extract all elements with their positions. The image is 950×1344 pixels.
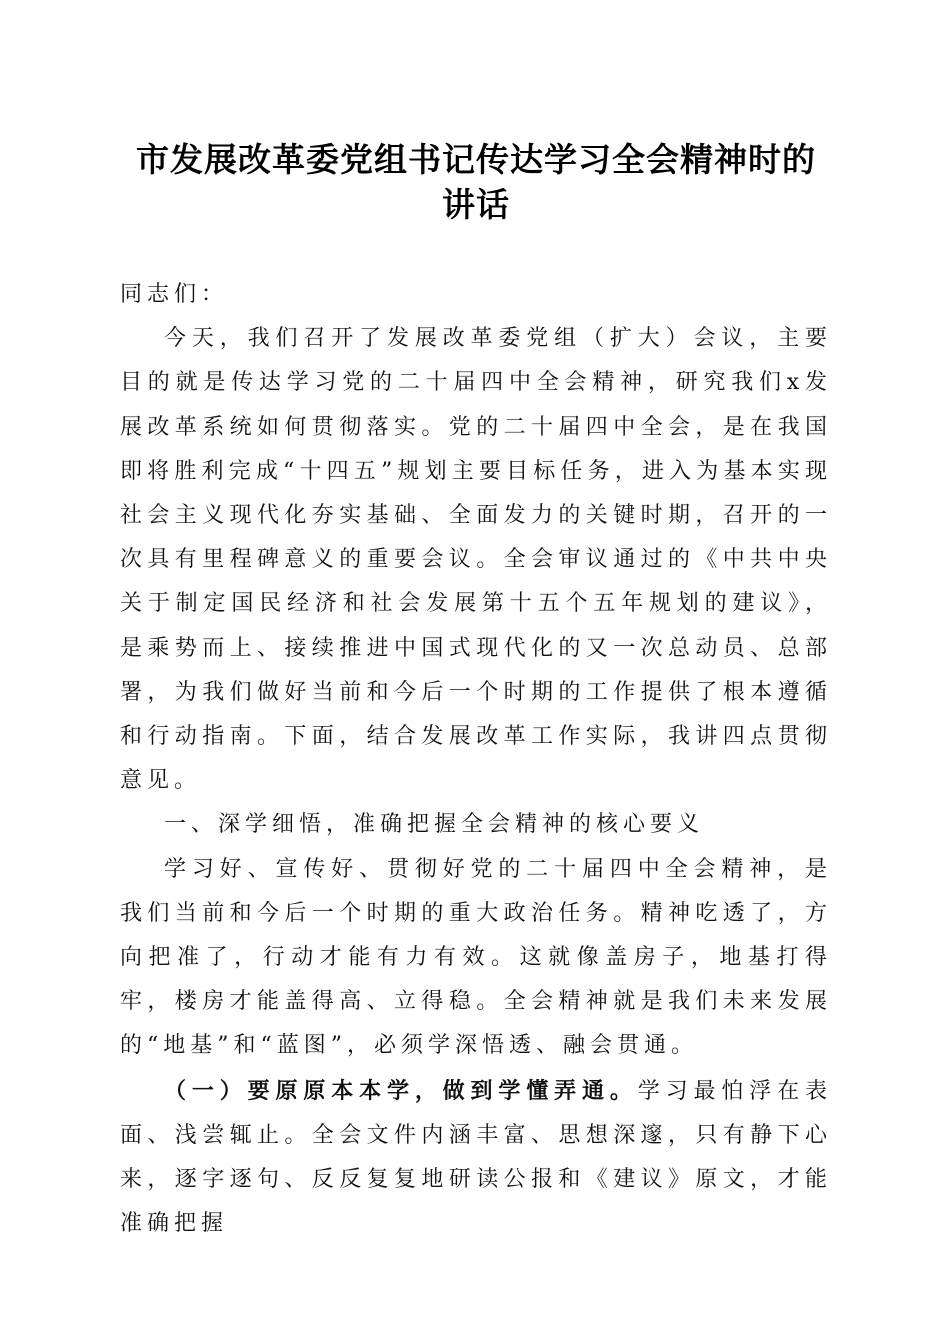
document-body xyxy=(120,273,832,1246)
paragraph-section-1: 学习好、宣传好、贯彻好党的二十届四中全会精神，是我们当前和今后一个时期的重大政治任务。精神吃透了，方向把准了，行动才能有力有效。这就像盖房子，地基打得牢，楼房才能盖得高、立得稳。全会精神就是我们未来发展的“地基”和“蓝图”，必须学深悟透、融会贯通。 xyxy=(120,856,832,1059)
subsection-1-heading: （一）要原原本本学，做到学懂弄通。 xyxy=(164,1077,638,1104)
paragraph-subsection-1 xyxy=(120,1069,832,1247)
salutation: 同志们： xyxy=(120,282,229,307)
title-line-2: 讲话 xyxy=(442,185,510,224)
section-heading-1: 一、深学细悟，准确把握全会精神的核心要义 xyxy=(164,812,705,838)
document-page xyxy=(120,0,832,1246)
paragraph-intro: 今天，我们召开了发展改革委党组（扩大）会议，主要目的就是传达学习党的二十届四中全会精神，研究我们x发展改革系统如何贯彻落实。党的二十届四中全会，是在我国即将胜利完成“十四五”规划主要目标任务，进入为基本实现社会主义现代化夯实基础、全面发力的关键时期，召开的一次具有里程碑意义的重要会议。全会审议通过的《中共中央关于制定国民经济和社会发展第十五个五年规划的建议》，是乘势而上、接续推进中国式现代化的又一次总动员、总部署，为我们做好当前和今后一个时期的工作提供了根本遵循和行动指南。下面，结合发展改革工作实际，我讲四点贯彻意见。 xyxy=(120,326,832,794)
subsection-1-text: 学习最怕浮在表面、浅尝辄止。全会文件内涵丰富、思想深邃，只有静下心来，逐字逐句、反反复复地研读公报和《建议》原文，才能准确把握 xyxy=(120,1078,832,1237)
title-line-1: 市发展改革委党组书记传达学习全会精神时的 xyxy=(136,140,816,179)
document-title xyxy=(120,0,832,227)
